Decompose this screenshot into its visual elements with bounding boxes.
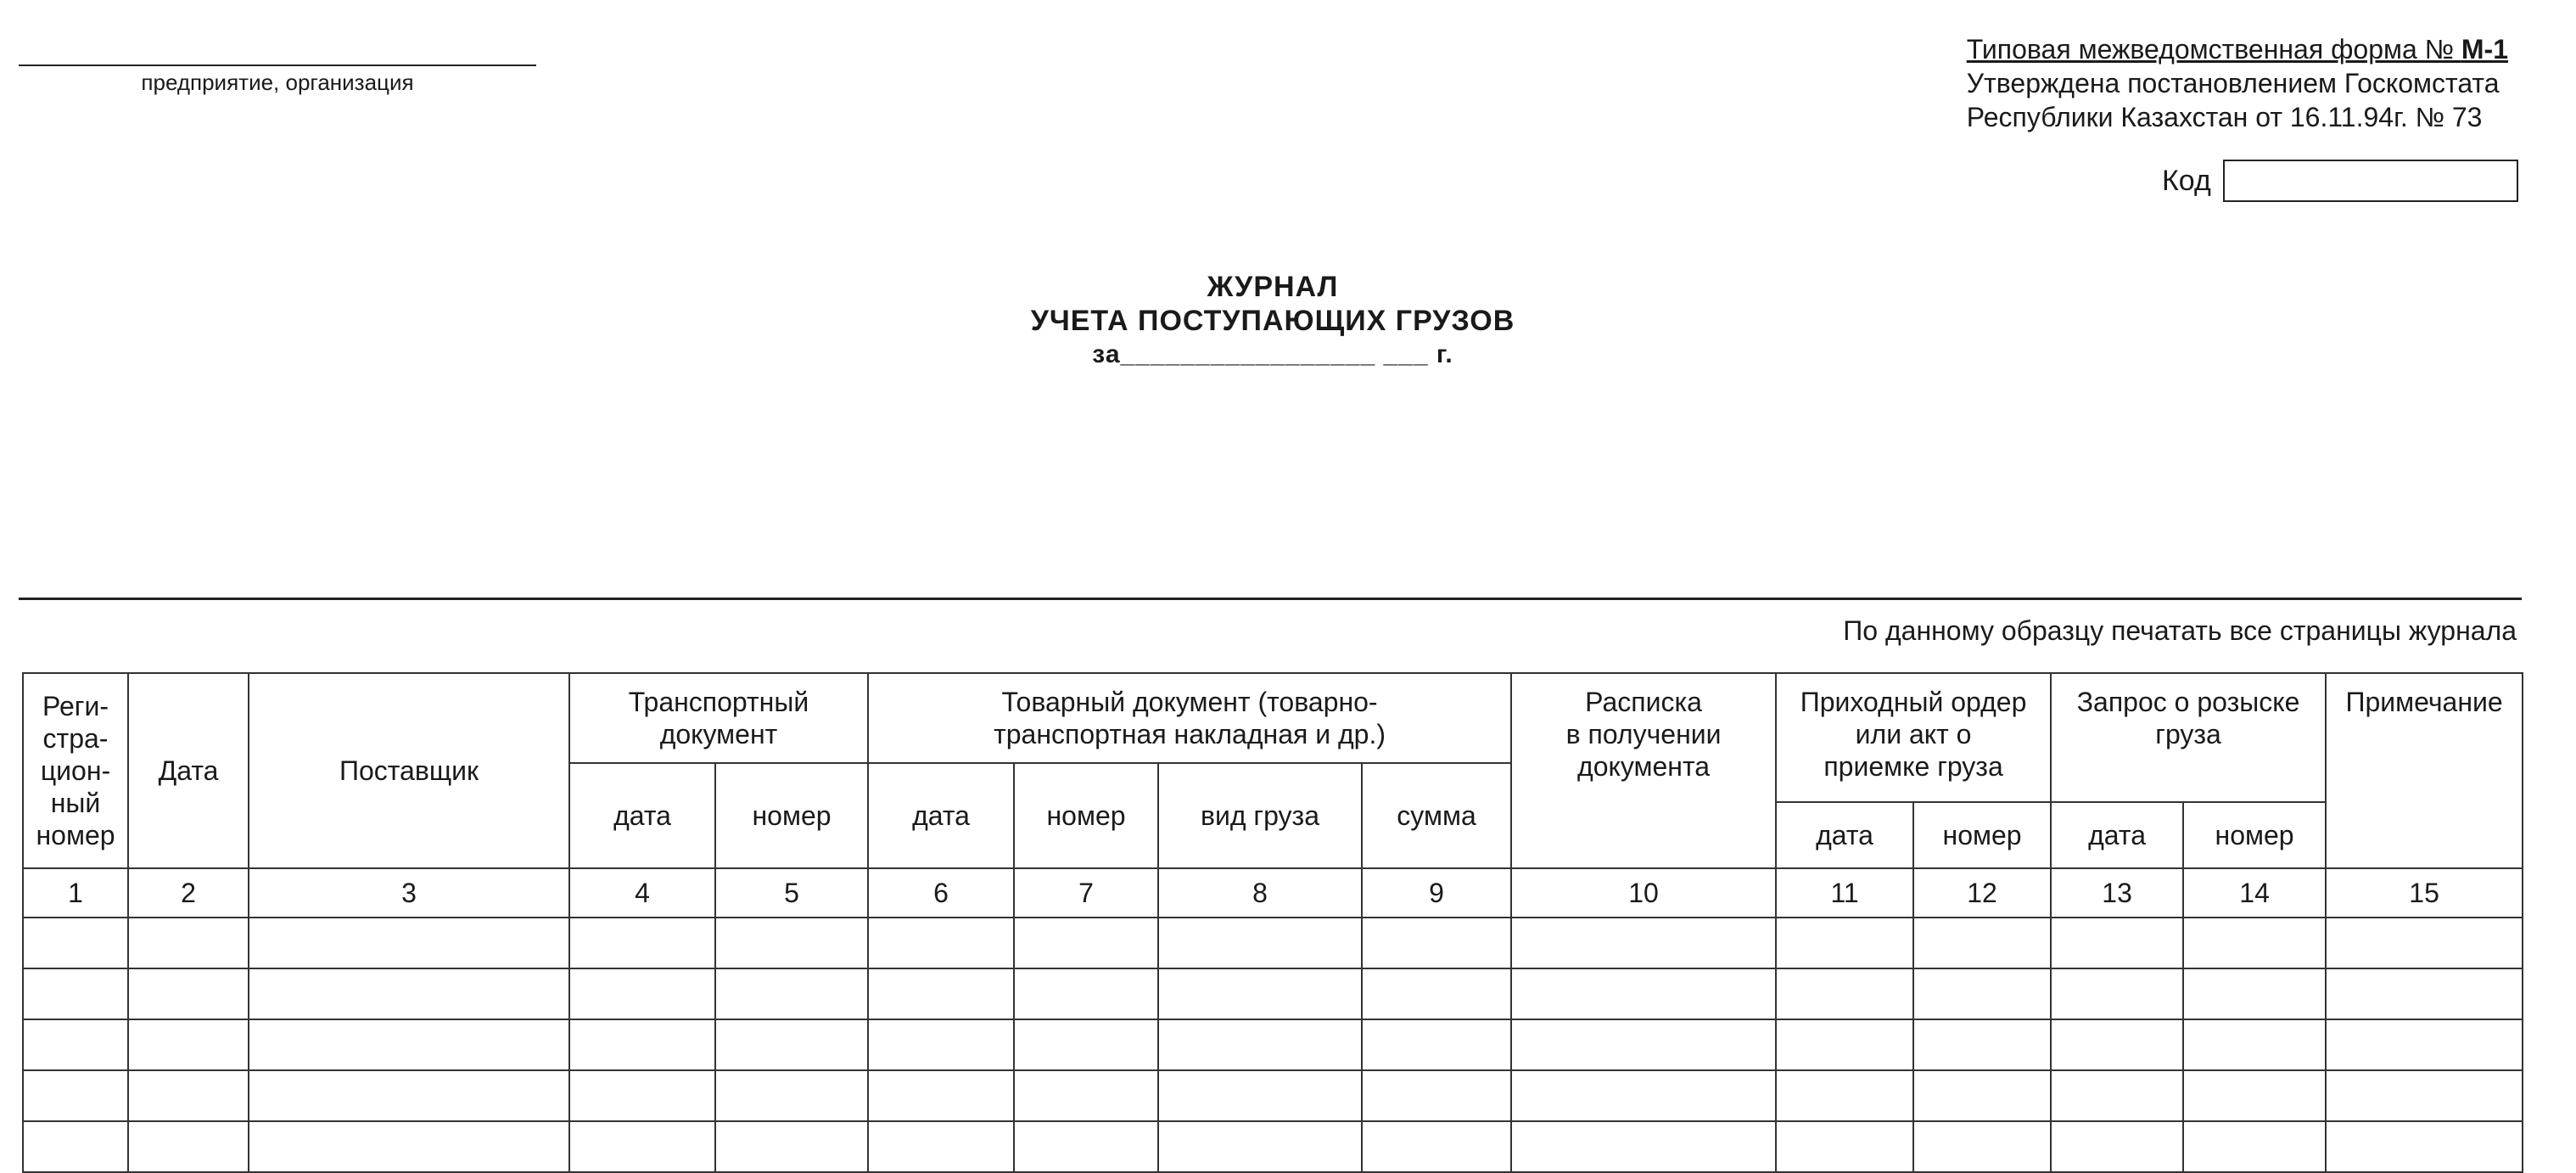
column-number: 2 [128,868,249,918]
table-cell[interactable] [2183,1121,2326,1172]
header-receipt: Расписка в получении документа [1511,673,1776,868]
table-cell[interactable] [23,1121,128,1172]
table-cell[interactable] [2051,1019,2183,1070]
table-cell[interactable] [1158,1070,1362,1121]
table-cell[interactable] [2326,1121,2523,1172]
header-order-date: дата [1776,802,1913,868]
table-cell[interactable] [868,968,1014,1019]
column-number: 11 [1776,868,1913,918]
table-cell[interactable] [1913,1019,2051,1070]
table-cell[interactable] [2183,1019,2326,1070]
table-cell[interactable] [1158,968,1362,1019]
table-cell[interactable] [1913,918,2051,968]
code-field[interactable] [2223,160,2518,202]
table-cell[interactable] [1362,968,1511,1019]
header-supplier: Поставщик [249,673,569,868]
header-goods-cargo-type: вид груза [1158,763,1362,868]
table-cell[interactable] [1362,1019,1511,1070]
column-number: 3 [249,868,569,918]
table-cell[interactable] [128,968,249,1019]
table-cell[interactable] [1158,1121,1362,1172]
table-cell[interactable] [1014,1121,1158,1172]
table-cell[interactable] [1913,1121,2051,1172]
header-goods-doc: Товарный документ (товарно- транспортная накладная и др.) [868,673,1511,763]
table-cell[interactable] [569,918,715,968]
horizontal-rule [19,598,2522,600]
table-cell[interactable] [23,968,128,1019]
table-cell[interactable] [2051,1070,2183,1121]
header-search-request: Запрос о розыске груза [2051,673,2326,802]
table-cell[interactable] [1776,1019,1913,1070]
table-cell[interactable] [715,1070,868,1121]
table-cell[interactable] [2183,1070,2326,1121]
table-cell[interactable] [2326,968,2523,1019]
table-row [23,968,2523,1019]
table-cell[interactable] [2326,1070,2523,1121]
column-number: 8 [1158,868,1362,918]
table-cell[interactable] [1014,918,1158,968]
header-order-number: номер [1913,802,2051,868]
table-cell[interactable] [249,968,569,1019]
table-cell[interactable] [23,1070,128,1121]
column-number: 1 [23,868,128,918]
table-cell[interactable] [1014,1070,1158,1121]
column-number: 13 [2051,868,2183,918]
table-cell[interactable] [128,1121,249,1172]
table-cell[interactable] [128,1070,249,1121]
column-number: 5 [715,868,868,918]
table-cell[interactable] [868,1070,1014,1121]
table-cell[interactable] [249,918,569,968]
table-cell[interactable] [715,918,868,968]
table-cell[interactable] [569,968,715,1019]
table-cell[interactable] [2326,918,2523,968]
column-number-row [23,868,2523,918]
form-type-line [1967,32,2508,66]
table-cell[interactable] [569,1070,715,1121]
column-number: 7 [1014,868,1158,918]
column-number: 12 [1913,868,2051,918]
table-cell[interactable] [868,1019,1014,1070]
header-goods-number: номер [1014,763,1158,868]
table-cell[interactable] [2183,918,2326,968]
header-date: Дата [128,673,249,868]
table-cell[interactable] [1776,918,1913,968]
header-reg-number: Реги- стра- цион- ный номер [23,673,128,868]
column-number: 10 [1511,868,1776,918]
header-search-number: номер [2183,802,2326,868]
table-cell[interactable] [715,968,868,1019]
table-cell[interactable] [569,1019,715,1070]
header-note: Примечание [2326,673,2523,868]
title-period: за_________________ ___ г. [1092,340,1453,368]
table-cell[interactable] [249,1070,569,1121]
table-cell[interactable] [2051,918,2183,968]
table-cell[interactable] [715,1019,868,1070]
organization-caption: предприятие, организация [141,70,414,95]
table-cell[interactable] [2326,1019,2523,1070]
column-number: 9 [1362,868,1511,918]
column-number: 6 [868,868,1014,918]
table-cell[interactable] [128,1019,249,1070]
table-cell[interactable] [1014,968,1158,1019]
header-transport-number: номер [715,763,868,868]
table-cell[interactable] [1158,918,1362,968]
header-goods-sum: сумма [1362,763,1511,868]
header-transport-doc: Транспортный документ [569,673,868,763]
header-goods-date: дата [868,763,1014,868]
table-row [23,918,2523,968]
table-cell[interactable] [1362,918,1511,968]
table-cell[interactable] [569,1121,715,1172]
column-number: 15 [2326,868,2523,918]
table-cell[interactable] [1511,1019,1776,1070]
organization-signature-line [19,65,536,66]
column-number: 4 [569,868,715,918]
title-line-2: УЧЕТА ПОСТУПАЮЩИХ ГРУЗОВ [1030,305,1515,337]
table-cell[interactable] [1913,1070,2051,1121]
table-cell[interactable] [249,1019,569,1070]
table-cell[interactable] [2051,968,2183,1019]
table-row [23,1070,2523,1121]
table-cell[interactable] [23,1019,128,1070]
table-cell[interactable] [1511,918,1776,968]
form-number: М-1 [2461,34,2508,65]
table-cell[interactable] [868,918,1014,968]
form-approval-block [1967,32,2508,134]
table-cell[interactable] [2183,968,2326,1019]
table-cell[interactable] [1014,1019,1158,1070]
table-cell[interactable] [2051,1121,2183,1172]
column-number: 14 [2183,868,2326,918]
journal-table [22,672,2523,1173]
table-cell[interactable] [1776,1121,1913,1172]
table-cell[interactable] [1511,1070,1776,1121]
form-type-prefix: Типовая межведомственная форма № [1966,34,2461,65]
approval-line-1: Утверждена постановлением Госкомстата [1966,68,2500,98]
header-transport-date: дата [569,763,715,868]
table-cell[interactable] [715,1121,868,1172]
table-cell[interactable] [1776,1070,1913,1121]
table-cell[interactable] [1158,1019,1362,1070]
table-cell[interactable] [1913,968,2051,1019]
table-cell[interactable] [1362,1070,1511,1121]
document-title [848,270,1697,372]
table-cell[interactable] [1776,968,1913,1019]
table-cell[interactable] [868,1121,1014,1172]
table-cell[interactable] [1511,968,1776,1019]
table-cell[interactable] [23,918,128,968]
table-row [23,1019,2523,1070]
header-incoming-order: Приходный ордер или акт о приемке груза [1776,673,2051,802]
title-line-1: ЖУРНАЛ [1207,271,1339,303]
approval-line-2: Республики Казахстан от 16.11.94г. № 73 [1966,102,2483,132]
table-cell[interactable] [1511,1121,1776,1172]
table-row [23,1121,2523,1172]
code-label: Код [2162,165,2211,197]
table-cell[interactable] [128,918,249,968]
table-cell[interactable] [1362,1121,1511,1172]
table-cell[interactable] [249,1121,569,1172]
print-note: По данному образцу печатать все страницы журнала [1843,615,2517,646]
header-search-date: дата [2051,802,2183,868]
